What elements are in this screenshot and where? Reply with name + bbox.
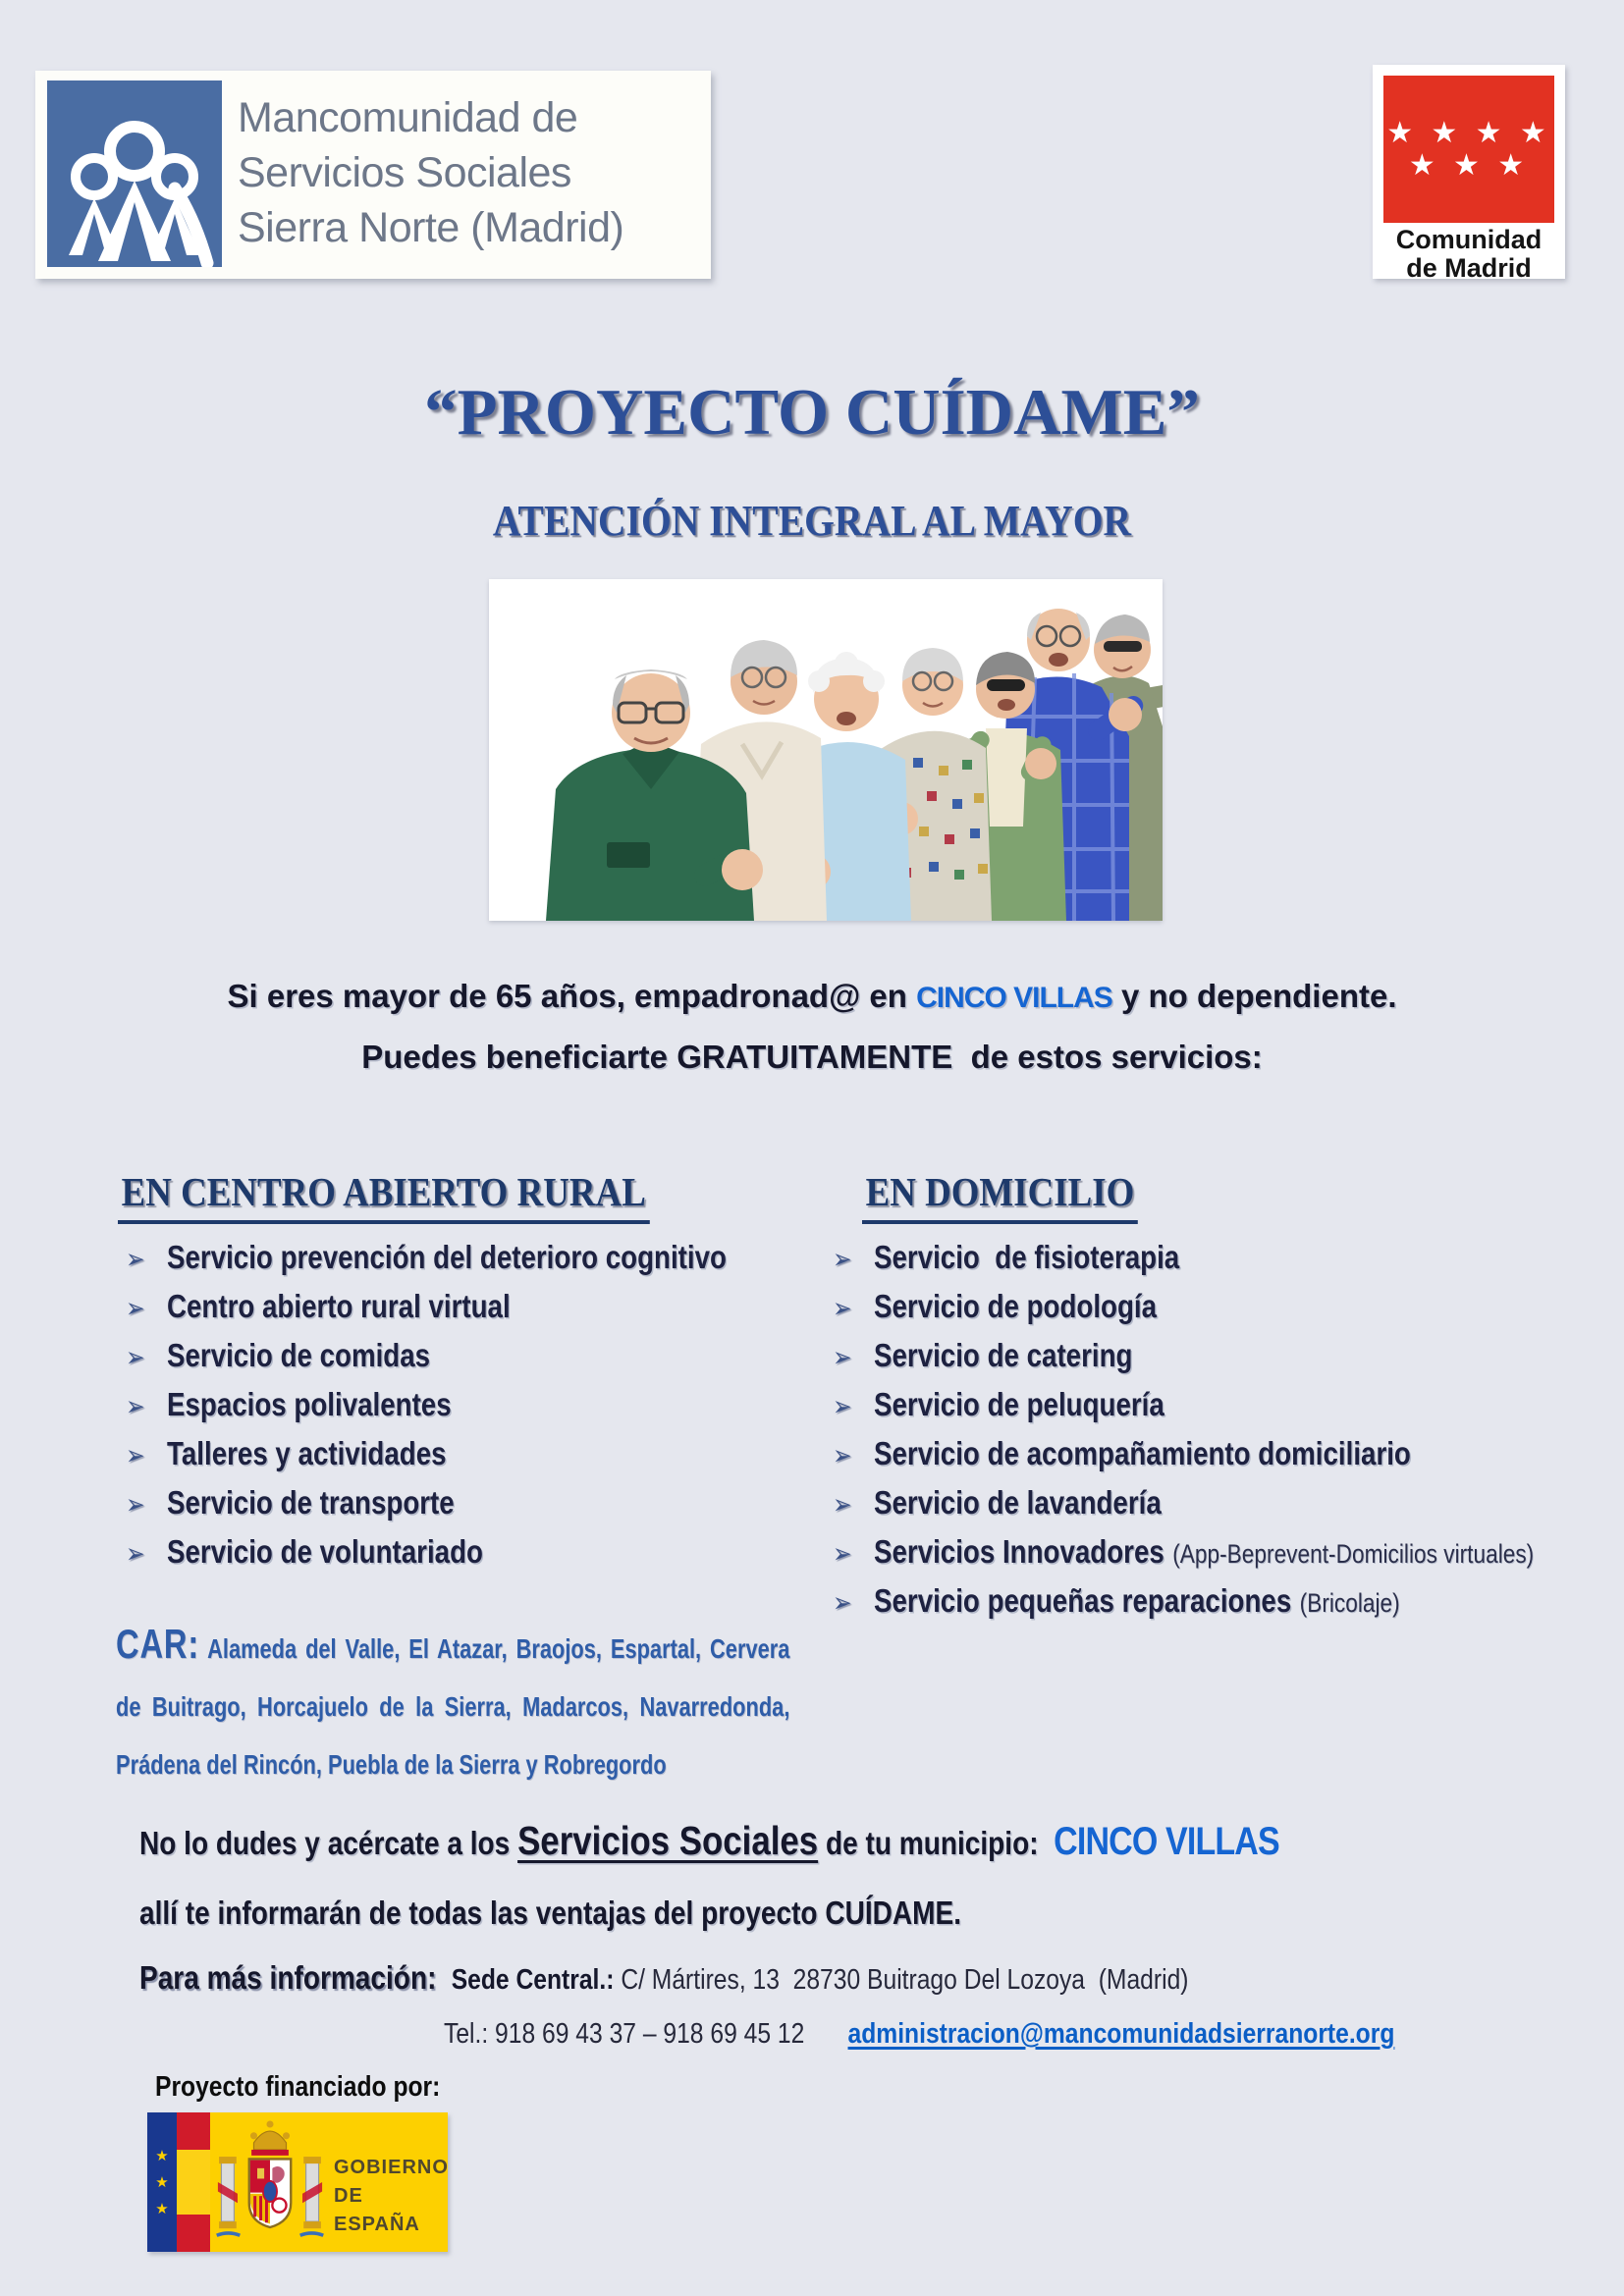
service-label: Servicio de peluquería bbox=[874, 1386, 1164, 1422]
arrow-bullet-icon: ➢ bbox=[833, 1342, 852, 1372]
arrow-bullet-icon: ➢ bbox=[833, 1391, 852, 1421]
right-column-header: EN DOMICILIO bbox=[862, 1168, 1138, 1224]
contact-line bbox=[444, 2018, 1394, 2051]
eu-star-icon: ★ bbox=[155, 2147, 169, 2164]
left-column-header: EN CENTRO ABIERTO RURAL bbox=[118, 1168, 649, 1224]
financed-by-label: Proyecto financiado por: bbox=[155, 2071, 441, 2103]
intro-line-1 bbox=[0, 978, 1624, 1015]
centro-abierto-rural-list bbox=[126, 1239, 841, 1582]
list-item bbox=[833, 1386, 1534, 1422]
cta-line-2: allí te informarán de todas las ventajas del proyecto CUÍDAME. bbox=[139, 1895, 962, 1931]
list-item bbox=[126, 1288, 727, 1324]
cinco-villas-highlight: CINCO VILLAS bbox=[1054, 1820, 1279, 1863]
list-item bbox=[126, 1239, 727, 1275]
service-note: (App-Beprevent-Domicilios virtuales) bbox=[1172, 1539, 1535, 1569]
info-label: Para más información: bbox=[139, 1959, 437, 1996]
intro-line-2: Puedes beneficiarte GRATUITAMENTE de estos servicios: bbox=[361, 1039, 1263, 1075]
service-label: Centro abierto rural virtual bbox=[167, 1288, 511, 1324]
service-note: (Bricolaje) bbox=[1299, 1588, 1400, 1618]
mancomunidad-logo-text bbox=[238, 90, 623, 255]
list-item bbox=[126, 1484, 727, 1521]
service-label: Servicio de voluntariado bbox=[167, 1533, 483, 1570]
eu-flag-strip-icon bbox=[147, 2112, 177, 2252]
arrow-bullet-icon: ➢ bbox=[833, 1587, 852, 1618]
arrow-bullet-icon: ➢ bbox=[126, 1293, 145, 1323]
servicios-sociales-underline: Servicios Sociales bbox=[517, 1818, 819, 1863]
car-villages-paragraph bbox=[116, 1615, 789, 1793]
intro-line1-pre: Si eres mayor de 65 años, empadronad@ en bbox=[227, 978, 917, 1014]
car-villages-text: Alameda del Valle, El Atazar, Braojos, Espartal, Cervera de Buitrago, Horcajuelo de la Sierra, Madarcos, Navarredonda, Prádena del Rincón, Puebla de la Sierra y Robregordo bbox=[116, 1633, 790, 1780]
list-item bbox=[126, 1435, 727, 1471]
service-label: Espacios polivalentes bbox=[167, 1386, 452, 1422]
service-label: Servicio de acompañamiento domiciliario bbox=[874, 1435, 1411, 1471]
gobierno-name-line1: GOBIERNO bbox=[334, 2157, 449, 2178]
arrow-bullet-icon: ➢ bbox=[833, 1440, 852, 1470]
mancomunidad-people-icon bbox=[47, 80, 222, 267]
spain-coat-of-arms-icon bbox=[212, 2112, 328, 2252]
arrow-bullet-icon: ➢ bbox=[126, 1440, 145, 1470]
list-item bbox=[126, 1533, 727, 1570]
comunidad-madrid-logo bbox=[1373, 65, 1565, 283]
service-label: Servicio de comidas bbox=[167, 1337, 431, 1373]
list-item bbox=[833, 1435, 1534, 1471]
spain-flag-strip-icon bbox=[177, 2112, 210, 2252]
cta-pre: No lo dudes y acércate a los bbox=[139, 1825, 518, 1861]
page-title: “PROYECTO CUÍDAME” bbox=[424, 376, 1200, 449]
service-label: Servicio de catering bbox=[874, 1337, 1133, 1373]
comunidad-name-line1: Comunidad bbox=[1395, 225, 1543, 254]
arrow-bullet-icon: ➢ bbox=[833, 1489, 852, 1520]
address-text: C/ Mártires, 13 28730 Buitrago Del Lozoya (Madrid) bbox=[614, 1964, 1189, 1996]
list-item bbox=[833, 1337, 1534, 1373]
cta-line-1 bbox=[139, 1818, 1279, 1864]
service-label: Servicios Innovadores bbox=[874, 1533, 1164, 1570]
comunidad-flag-icon bbox=[1383, 76, 1554, 223]
mancomunidad-logo bbox=[35, 71, 711, 279]
eu-star-icon: ★ bbox=[155, 2200, 169, 2217]
arrow-bullet-icon: ➢ bbox=[126, 1538, 145, 1569]
list-item bbox=[833, 1484, 1534, 1521]
page-subtitle: ATENCIÓN INTEGRAL AL MAYOR bbox=[492, 497, 1132, 545]
service-label: Servicio pequeñas reparaciones bbox=[874, 1582, 1292, 1619]
arrow-bullet-icon: ➢ bbox=[126, 1342, 145, 1372]
comunidad-stars-row1: ★ ★ ★ ★ bbox=[1386, 117, 1551, 149]
list-item bbox=[833, 1239, 1534, 1275]
arrow-bullet-icon: ➢ bbox=[833, 1538, 852, 1569]
arrow-bullet-icon: ➢ bbox=[126, 1244, 145, 1274]
mancomunidad-line-3: Sierra Norte (Madrid) bbox=[238, 204, 624, 251]
eu-star-icon: ★ bbox=[155, 2173, 169, 2191]
service-label: Servicio prevención del deterioro cognitivo bbox=[167, 1239, 727, 1275]
sede-central-label: Sede Central.: bbox=[451, 1964, 615, 1996]
car-label: CAR: bbox=[116, 1621, 200, 1667]
list-item bbox=[833, 1582, 1534, 1619]
domicilio-list bbox=[833, 1239, 1624, 1631]
email-link[interactable]: administracion@mancomunidadsierranorte.org bbox=[847, 2018, 1395, 2050]
service-label: Servicio de podología bbox=[874, 1288, 1158, 1324]
gobierno-name-line2: DE ESPAÑA bbox=[334, 2185, 420, 2235]
mancomunidad-line-2: Servicios Sociales bbox=[238, 149, 571, 196]
service-label: Servicio de fisioterapia bbox=[874, 1239, 1180, 1275]
list-item bbox=[126, 1337, 727, 1373]
comunidad-name-line2: de Madrid bbox=[1406, 253, 1532, 283]
list-item bbox=[126, 1386, 727, 1422]
cinco-villas-highlight: CINCO VILLAS bbox=[916, 982, 1112, 1014]
comunidad-stars-row2: ★ ★ ★ bbox=[1408, 149, 1530, 182]
arrow-bullet-icon: ➢ bbox=[126, 1489, 145, 1520]
arrow-bullet-icon: ➢ bbox=[126, 1391, 145, 1421]
comunidad-logo-text bbox=[1373, 226, 1565, 283]
mancomunidad-line-1: Mancomunidad de bbox=[238, 94, 578, 141]
service-label: Talleres y actividades bbox=[167, 1435, 447, 1471]
cta-mid: de tu municipio: bbox=[818, 1825, 1055, 1861]
gobierno-espana-logo bbox=[147, 2112, 448, 2252]
service-label: Servicio de lavandería bbox=[874, 1484, 1162, 1521]
service-label: Servicio de transporte bbox=[167, 1484, 455, 1521]
phone-numbers: Tel.: 918 69 43 37 – 918 69 45 12 bbox=[444, 2018, 805, 2050]
list-item bbox=[833, 1533, 1535, 1570]
arrow-bullet-icon: ➢ bbox=[833, 1293, 852, 1323]
info-line bbox=[139, 1959, 1188, 1997]
list-item bbox=[833, 1288, 1534, 1324]
arrow-bullet-icon: ➢ bbox=[833, 1244, 852, 1274]
elderly-group-photo bbox=[489, 579, 1163, 921]
gobierno-logo-text bbox=[334, 2154, 449, 2239]
intro-line1-post: y no dependiente. bbox=[1111, 978, 1397, 1014]
